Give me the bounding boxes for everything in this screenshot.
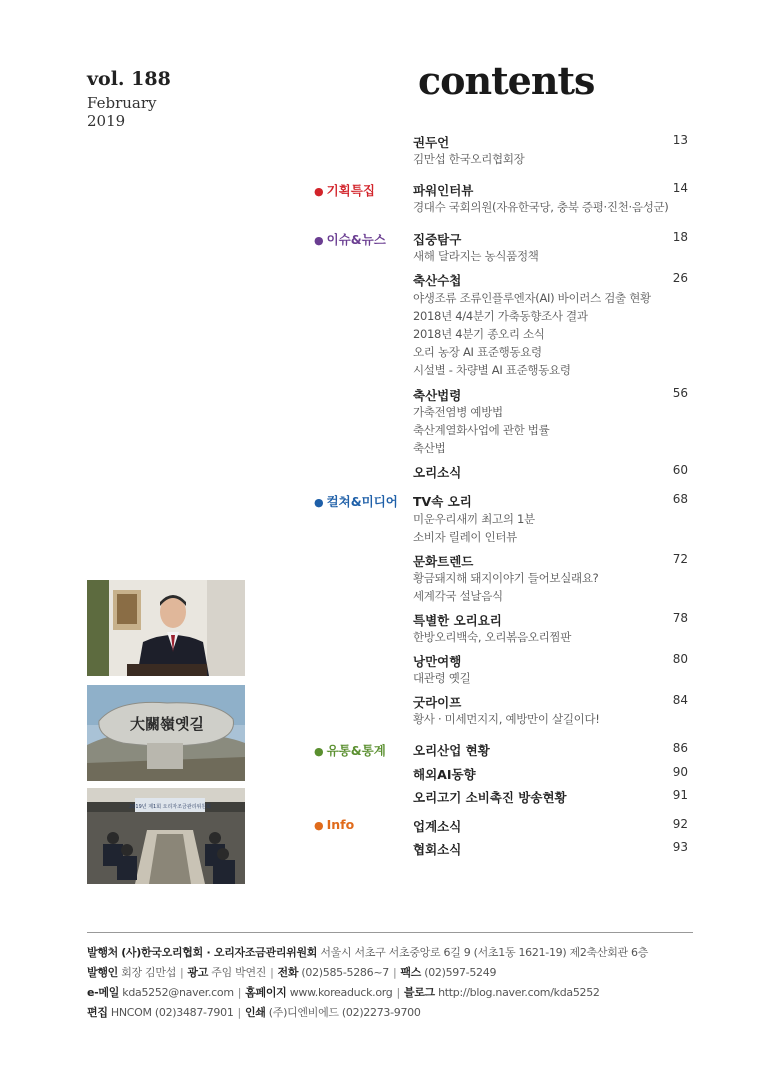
toc-subtitle: 황금돼지해 돼지이야기 들어보실래요? bbox=[413, 571, 599, 585]
section-distribution-stats: ● 유통&통계 bbox=[314, 743, 386, 758]
toc-title[interactable]: 집중탐구 bbox=[413, 232, 462, 247]
footer-web-line: e-메일 kda5252@naver.com | 홈페이지 www.koreaduck.org | 블로그 http://blog.naver.com/kda5252 bbox=[87, 986, 600, 999]
toc-title[interactable]: 해외AI동향 bbox=[413, 767, 476, 782]
toc-page: 60 bbox=[672, 463, 688, 477]
toc-page: 90 bbox=[672, 765, 688, 779]
toc-subtitle: 야생조류 조류인플루엔자(AI) 바이러스 검출 현황 bbox=[413, 291, 651, 305]
toc-page: 14 bbox=[672, 181, 688, 195]
photo-stone-monument bbox=[87, 685, 245, 781]
email-link[interactable]: kda5252@naver.com bbox=[122, 986, 234, 999]
toc-title[interactable]: 축산법령 bbox=[413, 388, 462, 403]
toc-title[interactable]: 오리산업 현황 bbox=[413, 743, 490, 758]
volume-number: vol. 188 bbox=[87, 68, 171, 90]
blog-link[interactable]: http://blog.naver.com/kda5252 bbox=[438, 986, 600, 999]
toc-subtitle: 세계각국 설날음식 bbox=[413, 589, 503, 603]
toc-page: 93 bbox=[672, 840, 688, 854]
toc-page: 13 bbox=[672, 133, 688, 147]
toc-title[interactable]: 낭만여행 bbox=[413, 654, 462, 669]
bullet-icon: ● bbox=[314, 185, 324, 198]
toc-page: 18 bbox=[672, 230, 688, 244]
meeting-banner: 2019년 제1회 오리자조금관리위원회 bbox=[129, 804, 211, 810]
toc-title[interactable]: 파워인터뷰 bbox=[413, 183, 474, 198]
issue-year: 2019 bbox=[87, 112, 126, 130]
toc-subtitle: 새해 달라지는 농식품정책 bbox=[413, 249, 539, 263]
bullet-icon: ● bbox=[314, 819, 324, 832]
toc-subtitle: 황사 · 미세먼지지, 예방만이 살길이다! bbox=[413, 712, 600, 726]
toc-subtitle: 한방오리백숙, 오리볶음오리찜판 bbox=[413, 630, 572, 644]
contents-title: contents bbox=[418, 58, 595, 103]
bullet-icon: ● bbox=[314, 496, 324, 509]
toc-subtitle: 축산계열화사업에 관한 법률 bbox=[413, 423, 550, 437]
footer-divider bbox=[87, 932, 693, 933]
toc-subtitle: 오리 농장 AI 표준행동요령 bbox=[413, 345, 542, 359]
issue-month: February bbox=[87, 94, 157, 112]
toc-page: 91 bbox=[672, 788, 688, 802]
homepage-link[interactable]: www.koreaduck.org bbox=[289, 986, 393, 999]
toc-subtitle: 김만섭 한국오리협회장 bbox=[413, 152, 525, 166]
section-feature: ● 기획특집 bbox=[314, 183, 375, 198]
section-issue-news: ● 이슈&뉴스 bbox=[314, 232, 386, 247]
toc-subtitle: 소비자 릴레이 인터뷰 bbox=[413, 530, 517, 544]
toc-subtitle: 시설별 - 차량별 AI 표준행동요령 bbox=[413, 363, 571, 377]
toc-title[interactable]: 협회소식 bbox=[413, 842, 462, 857]
footer-contact-line: 발행인 회장 김만섭 | 광고 주임 박연진 | 전화 (02)585-5286~7 | 팩스 (02)597-5249 bbox=[87, 966, 497, 979]
toc-page: 92 bbox=[672, 817, 688, 831]
toc-title[interactable]: 오리소식 bbox=[413, 465, 462, 480]
toc-subtitle: 2018년 4/4분기 가축동향조사 결과 bbox=[413, 309, 588, 323]
toc-title[interactable]: 특별한 오리요리 bbox=[413, 613, 502, 628]
toc-title[interactable]: 문화트렌드 bbox=[413, 554, 474, 569]
toc-page: 80 bbox=[672, 652, 688, 666]
toc-title[interactable]: 축산수첩 bbox=[413, 273, 462, 288]
footer-publisher-line: 발행처 (사)한국오리협회 · 오리자조금관리위원회 서울시 서초구 서초중앙로 6길 9 (서초1동 1621-19) 제2축산회관 6층 bbox=[87, 946, 649, 959]
toc-page: 26 bbox=[672, 271, 688, 285]
toc-title[interactable]: 업계소식 bbox=[413, 819, 462, 834]
toc-page: 78 bbox=[672, 611, 688, 625]
toc-title[interactable]: 오리고기 소비촉진 방송현황 bbox=[413, 790, 567, 805]
toc-subtitle: 대관령 옛길 bbox=[413, 671, 471, 685]
bullet-icon: ● bbox=[314, 234, 324, 247]
toc-page: 56 bbox=[672, 386, 688, 400]
toc-page: 68 bbox=[672, 492, 688, 506]
toc-title[interactable]: TV속 오리 bbox=[413, 494, 472, 509]
toc-title[interactable]: 굿라이프 bbox=[413, 695, 462, 710]
section-info: ● Info bbox=[314, 817, 355, 832]
toc-page: 84 bbox=[672, 693, 688, 707]
toc-subtitle: 경대수 국회의원(자유한국당, 충북 증평·진천·음성군) bbox=[413, 200, 669, 214]
toc-subtitle: 2018년 4분기 종오리 소식 bbox=[413, 327, 545, 341]
toc-subtitle: 미운우리새끼 최고의 1분 bbox=[413, 512, 535, 526]
section-culture-media: ● 컬쳐&미디어 bbox=[314, 494, 398, 509]
photo-chairman-portrait bbox=[87, 580, 245, 676]
toc-page: 86 bbox=[672, 741, 688, 755]
photo-committee-meeting bbox=[87, 788, 245, 884]
toc-title[interactable]: 권두언 bbox=[413, 135, 450, 150]
toc-page: 72 bbox=[672, 552, 688, 566]
stone-inscription: 大關嶺옛길 bbox=[130, 715, 204, 733]
footer-print-line: 편집 HNCOM (02)3487-7901 | 인쇄 (주)디엔비에드 (02)2273-9700 bbox=[87, 1006, 421, 1019]
bullet-icon: ● bbox=[314, 745, 324, 758]
toc-subtitle: 축산법 bbox=[413, 441, 446, 455]
toc-subtitle: 가축전염병 예방법 bbox=[413, 405, 503, 419]
